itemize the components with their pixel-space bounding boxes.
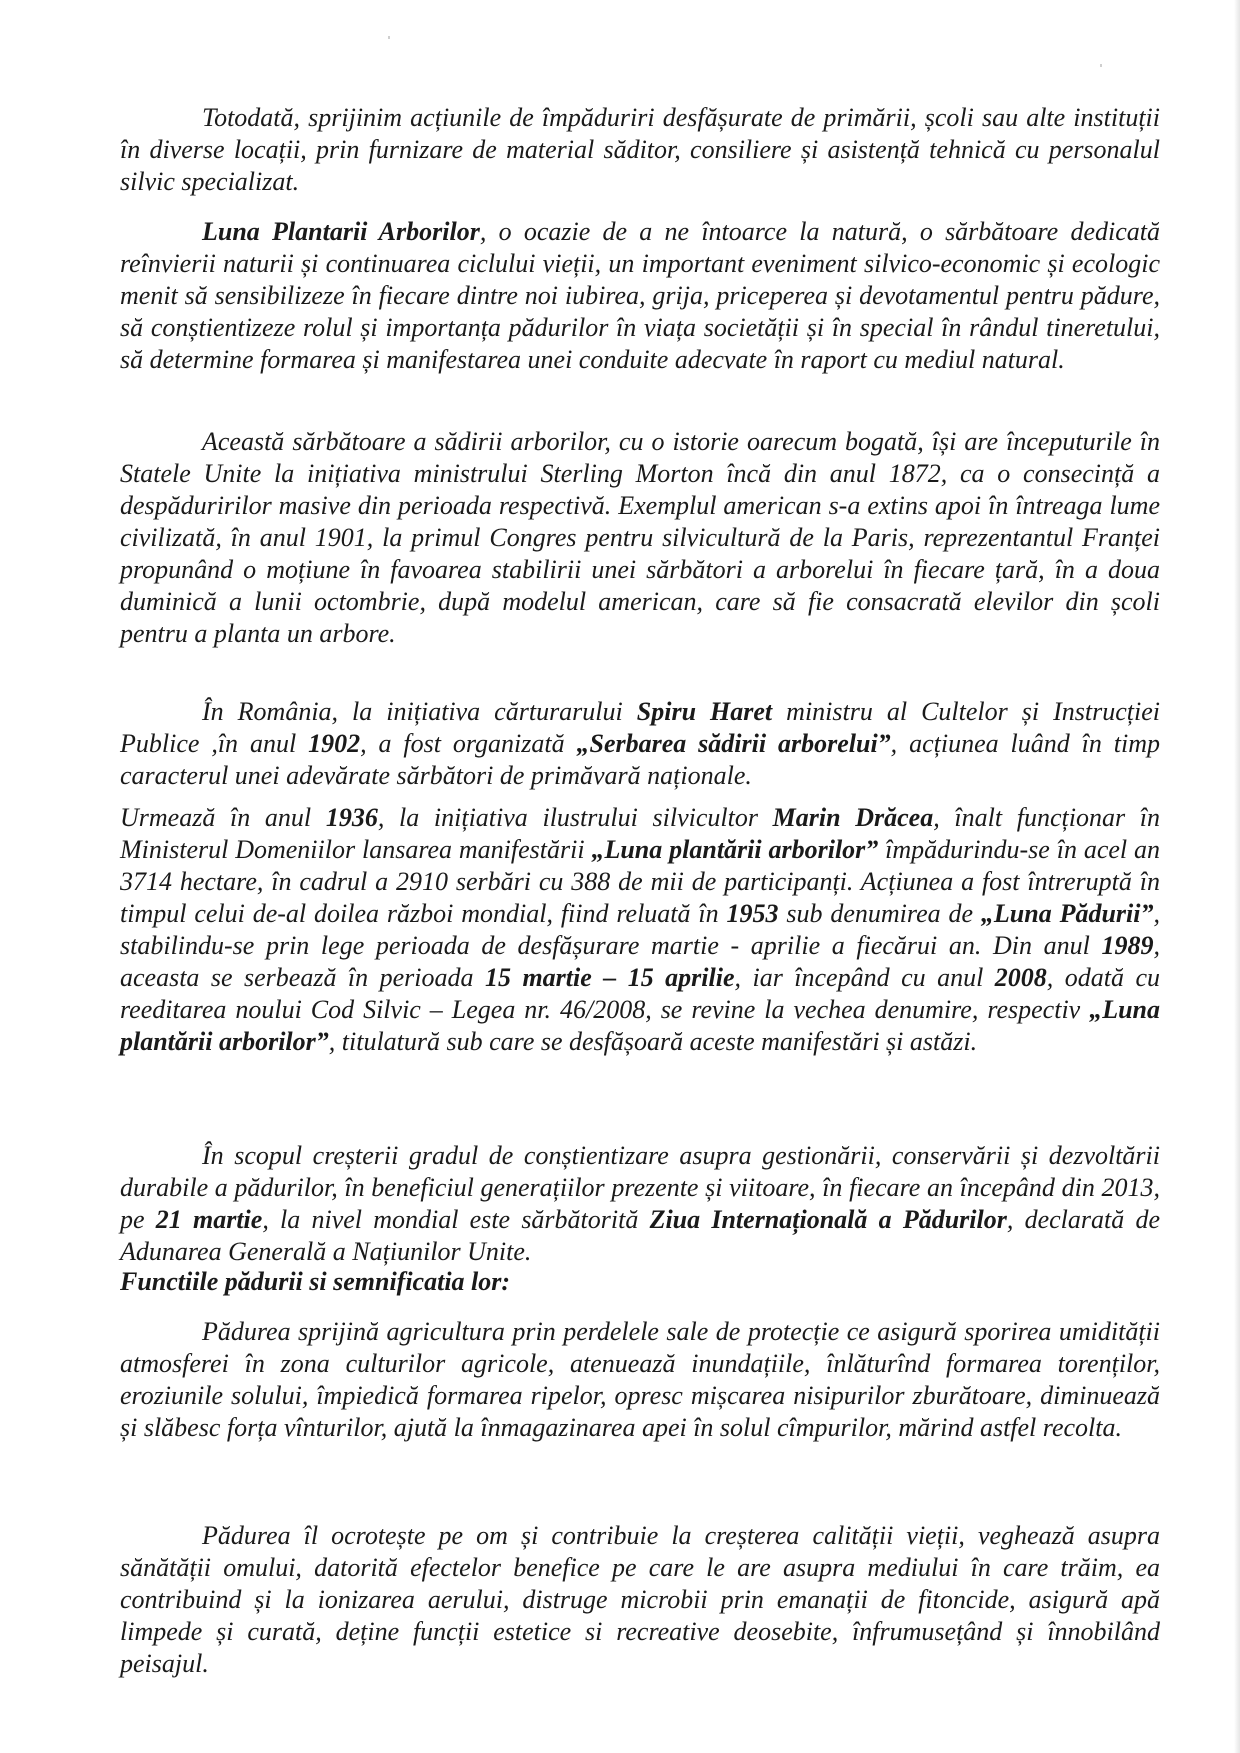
date-21-martie: 21 martie xyxy=(155,1205,263,1234)
paragraph-3-text: Această sărbătoare a sădirii arborilor, cu o istorie oarecum bogată, își are începuturile în Statele Unite la inițiativa ministrului Sterling Morton încă din anul 1872, ca o consecință a despăduririlor masive din perioada respectivă. Exemplul american s-a extins apoi în întreaga lume civilizată, în anul 1901, la primul Congres pentru silvicultură de la Paris, reprezentantul Franței propunând o moțiune în favoarea stabilirii unei sărbători a arborelui în fiecare țară, în a doua duminică a lunii octombrie, după modelul american, care să fie consacrată elevilor din școli pentru a planta un arbore. xyxy=(120,427,1160,648)
year-2008: 2008 xyxy=(994,963,1047,992)
paragraph-5-text-1: Urmează în anul xyxy=(120,803,326,832)
period-dates: 15 martie – 15 aprilie xyxy=(484,963,735,992)
paragraph-4-text-2: ministru al Cultelor și Instrucției Publice ,în anul xyxy=(120,697,1160,758)
paragraph-5-text-4: împădurindu-se în acel an 3714 hectare, în cadrul a 2910 serbări cu 388 de mii de participanți. Acțiunea a fost întreruptă în timpul celui de-al doilea război mondial, fiind reluată în xyxy=(120,835,1161,928)
paragraph-4-text-1: În România, la inițiativa cărturarului xyxy=(202,697,637,726)
year-1902: 1902 xyxy=(308,729,361,758)
luna-plantarii-title-3: „Luna plantării arborilor” xyxy=(120,995,1160,1056)
section-heading-text: Functiile pădurii si semnificatia lor: xyxy=(120,1267,511,1296)
marin-dracea-name: Marin Drăcea xyxy=(772,803,934,832)
luna-padurii-title: „Luna Pădurii” xyxy=(980,899,1154,928)
paragraph-3 xyxy=(120,426,1160,650)
paragraph-5-text-9: , odată cu reeditarea noului Cod Silvic – Legea nr. 46/2008, se revine la vechea denumire, respectiv xyxy=(120,963,1160,1024)
paragraph-5-text-8: , iar începând cu anul xyxy=(734,963,995,992)
paragraph-6-text-1: În scopul creșterii gradul de conștientizare asupra gestionării, conservării și dezvoltării durabile a pădurilor, în beneficiul generațiilor prezente și viitoare, în fiecare an începând din 2013, pe xyxy=(120,1141,1160,1234)
year-1936: 1936 xyxy=(325,803,378,832)
paragraph-4-text-4: , acțiunea luând în timp caracterul unei adevărate sărbători de primăvară naționale. xyxy=(120,729,1160,790)
scan-speck xyxy=(388,36,390,39)
paragraph-8-text: Pădurea îl ocrotește pe om și contribuie la creșterea calității vieții, veghează asupra sănătății omului, datorită efectelor benefice pe care le are asupra mediului în care trăim, ea contribuind și la ionizarea aerului, distruge microbii prin emanații de fitoncide, asigură apă limpede și curată, deține funcții estetice si recreative deosebite, înfrumusețând și înnobilând peisajul. xyxy=(120,1521,1160,1678)
scan-speck xyxy=(1100,64,1102,67)
luna-plantarii-title-2: „Luna plantării arborilor” xyxy=(591,835,879,864)
paragraph-8 xyxy=(120,1520,1160,1680)
spiru-haret-name: Spiru Haret xyxy=(636,697,773,726)
paragraph-4 xyxy=(120,696,1160,792)
paragraph-5-text-10: , titulatură sub care se desfășoară aceste manifestări și astăzi. xyxy=(328,1027,978,1056)
luna-plantarii-title: Luna Plantarii Arborilor xyxy=(202,217,480,246)
paragraph-5-text-7: , aceasta se serbează în perioada xyxy=(120,931,1160,992)
scan-edge-shadow xyxy=(1234,0,1240,1753)
paragraph-2 xyxy=(120,216,1160,376)
year-1953: 1953 xyxy=(726,899,779,928)
year-1989: 1989 xyxy=(1101,931,1154,960)
paragraph-7 xyxy=(120,1316,1160,1444)
paragraph-4-text-3: , a fost organizată xyxy=(360,729,577,758)
paragraph-6-text-3: , declarată de Adunarea Generală a Națiunilor Unite. xyxy=(120,1205,1160,1266)
paragraph-7-text: Pădurea sprijină agricultura prin perdelele sale de protecție ce asigură sporirea umidității atmosferei în zona culturilor agricole, atenuează inundațiile, înlăturînd formarea torenților, eroziunile solului, împiedică formarea ripelor, opresc mișcarea nisipurilor zburătoare, diminuează și slăbesc forța vînturilor, ajută la înmagazinarea apei în solul cîmpurilor, mărind astfel recolta. xyxy=(120,1317,1160,1442)
paragraph-1-text: Totodată, sprijinim acțiunile de împăduriri desfășurate de primării, școli sau alte instituții în diverse locații, prin furnizare de material săditor, consiliere și asistență tehnică cu personalul silvic specializat. xyxy=(120,103,1160,196)
section-heading xyxy=(120,1266,1160,1298)
paragraph-5-text-5: sub denumirea de xyxy=(778,899,981,928)
paragraph-1 xyxy=(120,102,1160,198)
paragraph-2-text: , o ocazie de a ne întoarce la natură, o sărbătoare dedicată reînvierii naturii și continuarea ciclului vieții, un important eveniment silvico-economic și ecologic menit să sensibilizeze în fiecare dintre noi iubirea, grija, priceperea și devotamentul pentru pădure, să conștientizeze rolul și importanța pădurilor în viața societății și în special în rândul tineretului, să determine formarea și manifestarea unei conduite adecvate în raport cu mediul natural. xyxy=(120,217,1160,374)
paragraph-6-text-2: , la nivel mondial este sărbătorită xyxy=(262,1205,650,1234)
paragraph-5 xyxy=(120,802,1160,1058)
paragraph-5-text-3: , înalt funcționar în Ministerul Domeniilor lansarea manifestării xyxy=(120,803,1160,864)
serbarea-title: „Serbarea sădirii arborelui” xyxy=(576,729,891,758)
paragraph-5-text-2: , la inițiativa ilustrului silvicultor xyxy=(377,803,773,832)
ziua-padurilor-title: Ziua Internațională a Pădurilor xyxy=(649,1205,1007,1234)
paragraph-6 xyxy=(120,1140,1160,1268)
paragraph-5-text-6: , stabilindu-se prin lege perioada de desfășurare martie - aprilie a fiecărui an. Din anul xyxy=(120,899,1160,960)
